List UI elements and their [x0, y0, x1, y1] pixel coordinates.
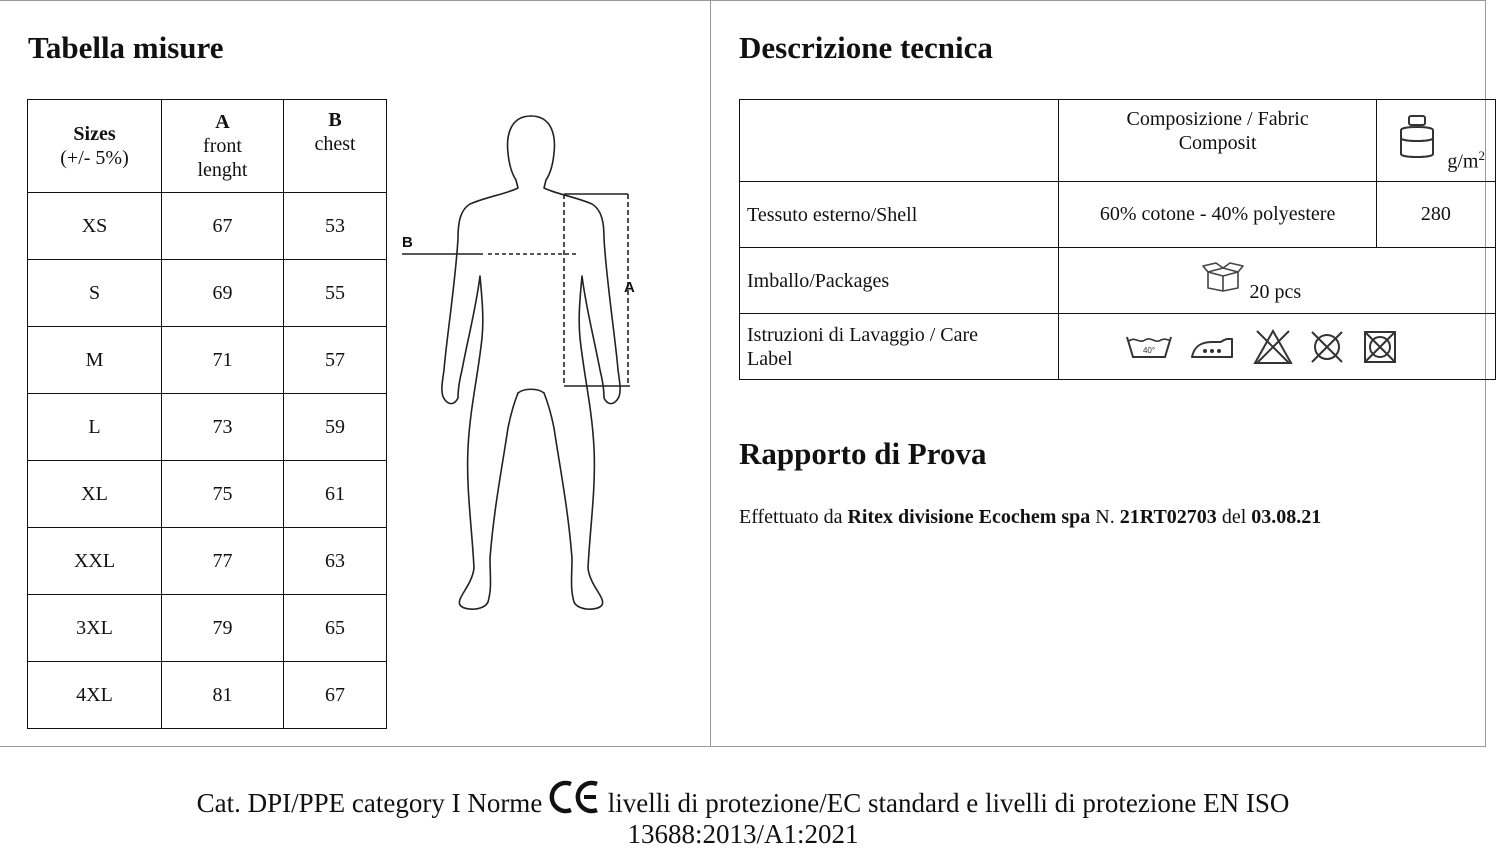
no-dry-clean-icon [1362, 329, 1398, 365]
packages-value: 20 pcs [1249, 281, 1302, 303]
packages-value-cell [1059, 248, 1496, 314]
shell-label: Tessuto esterno/Shell [740, 182, 1059, 248]
size-cell: 4XL [28, 662, 162, 729]
front-length-cell: 67 [162, 193, 284, 260]
body-measurement-figure [398, 108, 648, 618]
weight-unit-exp: 2 [1478, 148, 1485, 163]
weight-icon [1397, 114, 1441, 162]
size-cell: XS [28, 193, 162, 260]
size-cell: L [28, 394, 162, 461]
shell-composition: 60% cotone - 40% polyestere [1059, 182, 1376, 248]
header-a-line1: front [203, 135, 242, 157]
table-row [28, 528, 387, 595]
header-front-length [162, 100, 284, 193]
report-date: 03.08.21 [1251, 506, 1322, 528]
report-prefix: Effettuato da [739, 506, 843, 528]
no-bleach-icon [1253, 329, 1293, 365]
report-date-label: del [1221, 506, 1247, 528]
tech-header-empty [740, 100, 1059, 182]
chest-cell: 55 [284, 260, 387, 327]
front-length-cell: 71 [162, 327, 284, 394]
frame-bottom-border [0, 746, 1486, 747]
table-row [28, 260, 387, 327]
ce-mark-icon [549, 780, 601, 814]
care-label: Istruzioni di Lavaggio / Care Label [740, 314, 1059, 380]
wash-40-icon [1125, 334, 1173, 360]
table-row [28, 461, 387, 528]
care-row [740, 314, 1496, 380]
body-outline [442, 116, 620, 609]
weight-unit [1447, 148, 1485, 174]
tech-header-row [740, 100, 1496, 182]
footer-part2: livelli di protezione/EC standard e livelli di protezione EN ISO [607, 788, 1290, 818]
header-sizes-label: Sizes [73, 123, 116, 145]
header-b-letter: B [328, 109, 342, 131]
table-row [28, 595, 387, 662]
measure-label-a: A [624, 279, 635, 296]
measurement-lines [402, 194, 630, 386]
header-sizes [28, 100, 162, 193]
size-cell: M [28, 327, 162, 394]
size-cell: 3XL [28, 595, 162, 662]
composition-header [1059, 100, 1376, 182]
technical-table [739, 99, 1496, 380]
box-icon [1202, 262, 1244, 292]
front-length-cell: 79 [162, 595, 284, 662]
report-text [739, 506, 1321, 529]
table-row [28, 662, 387, 729]
care-icons-cell [1059, 314, 1496, 380]
packages-row [740, 248, 1496, 314]
no-tumble-dry-icon [1309, 329, 1345, 365]
header-chest [284, 100, 387, 193]
frame-top-border [0, 0, 1486, 1]
chest-cell: 57 [284, 327, 387, 394]
table-row [28, 327, 387, 394]
front-length-cell: 69 [162, 260, 284, 327]
header-a-line2: lenght [197, 159, 248, 181]
size-cell: XL [28, 461, 162, 528]
report-title: Rapporto di Prova [739, 436, 987, 471]
packages-label: Imballo/Packages [740, 248, 1059, 314]
shell-weight: 280 [1376, 182, 1495, 248]
chest-cell: 65 [284, 595, 387, 662]
front-length-cell: 73 [162, 394, 284, 461]
report-number: 21RT02703 [1119, 506, 1217, 528]
header-a-letter: A [215, 111, 230, 133]
composition-header-text: Composizione / Fabric Composit [1126, 108, 1309, 154]
front-length-cell: 81 [162, 662, 284, 729]
report-lab: Ritex divisione Ecochem spa [847, 506, 1091, 528]
chest-cell: 61 [284, 461, 387, 528]
iron-icon [1190, 336, 1234, 360]
footer-part1: Cat. DPI/PPE category I Norme [196, 788, 543, 818]
weight-unit-base: g/m [1447, 150, 1479, 173]
technical-title: Descrizione tecnica [739, 30, 993, 65]
chest-cell: 67 [284, 662, 387, 729]
chest-cell: 53 [284, 193, 387, 260]
weight-header [1376, 100, 1495, 182]
header-b-label: chest [314, 133, 356, 155]
chest-cell: 59 [284, 394, 387, 461]
column-divider [710, 0, 711, 746]
shell-row [740, 182, 1496, 248]
size-table [27, 99, 387, 729]
table-row [28, 193, 387, 260]
report-number-label: N. [1095, 506, 1115, 528]
chest-cell: 63 [284, 528, 387, 595]
footer-line2: 13688:2013/A1:2021 [627, 819, 859, 849]
wash-temp-label: 40° [1143, 346, 1156, 355]
front-length-cell: 75 [162, 461, 284, 528]
table-row [28, 394, 387, 461]
size-cell: XXL [28, 528, 162, 595]
size-chart-title: Tabella misure [28, 30, 224, 65]
front-length-cell: 77 [162, 528, 284, 595]
header-tolerance: (+/- 5%) [60, 147, 129, 169]
measure-label-b: B [402, 234, 413, 251]
footer-norms [0, 780, 1486, 850]
size-cell: S [28, 260, 162, 327]
size-table-header [28, 100, 387, 193]
